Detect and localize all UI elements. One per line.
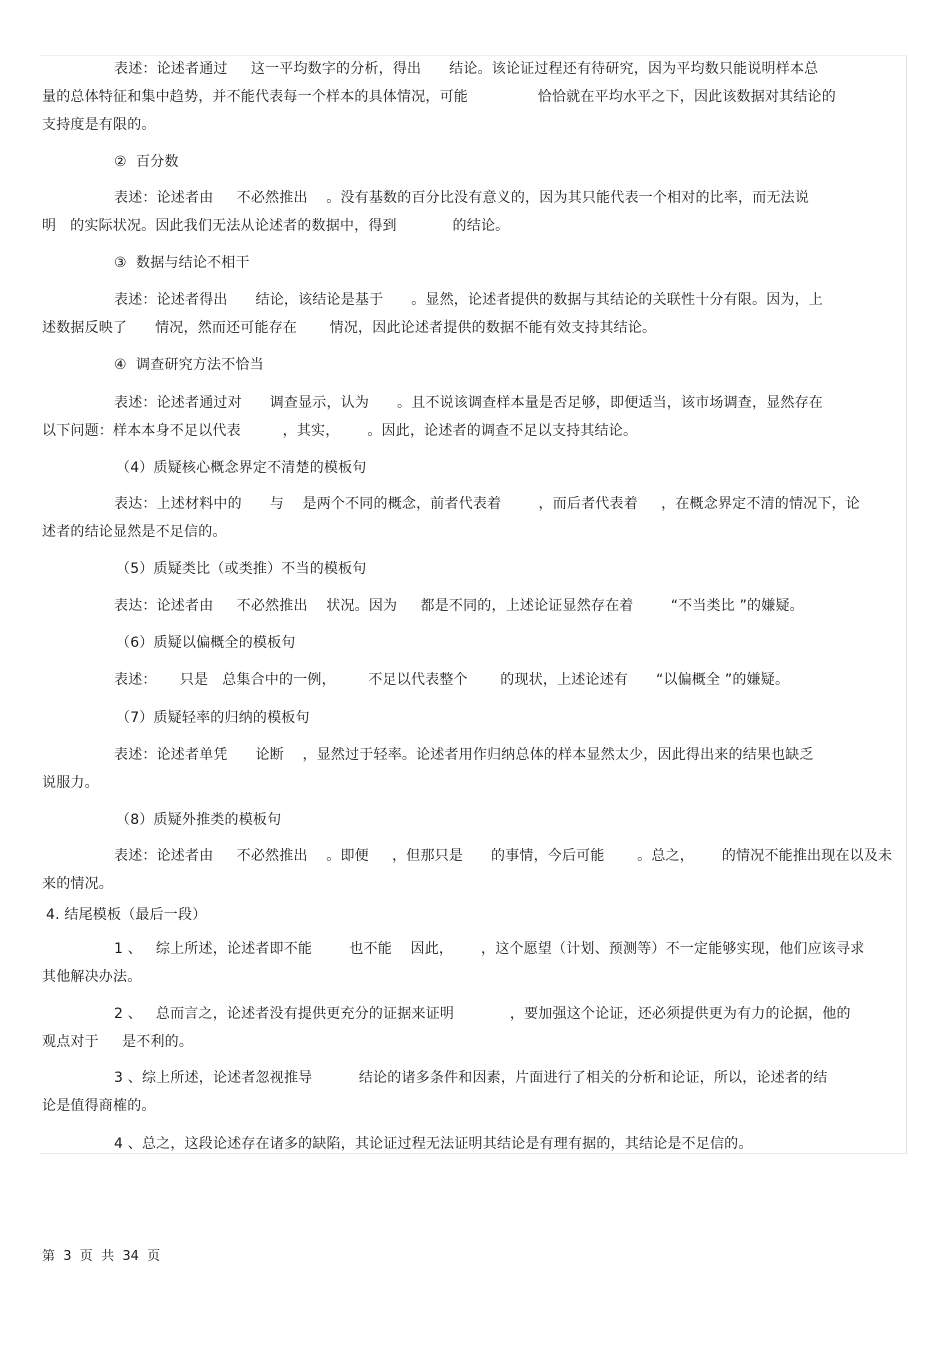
subheading: ④ 调查研究方法不恰当 xyxy=(114,357,264,373)
text-line: 明 的实际状况。因此我们无法从论述者的数据中，得到 的结论。 xyxy=(42,218,510,234)
text-line: 1 、 综上所述，论述者即不能 也不能 因此， ，这个愿望（计划、预测等）不一定能够实现，他们应该寻求 xyxy=(114,941,865,957)
text-line: 支持度是有限的。 xyxy=(42,117,156,133)
subheading: （4）质疑核心概念界定不清楚的模板句 xyxy=(116,460,367,476)
text-line: 以下问题：样本本身不足以代表 ，其实， 。因此，论述者的调查不足以支持其结论。 xyxy=(42,423,638,439)
text-line: 表达：论述者由 不必然推出 状况。因为 都是不同的，上述论证显然存在着 “不当类比 ”的嫌疑。 xyxy=(114,598,804,614)
text-line: 4 、总之，这段论述存在诸多的缺陷，其论证过程无法证明其结论是有理有据的，其结论是不足信的。 xyxy=(114,1136,753,1152)
text-line: 述者的结论显然是不足信的。 xyxy=(42,524,227,540)
section-heading: 4. 结尾模板（最后一段） xyxy=(46,907,207,923)
text-line: 表述：论述者单凭 论断 ，显然过于轻率。论述者用作归纳总体的样本显然太少，因此得出来的结果也缺乏 xyxy=(114,747,814,763)
text-line: 表述：论述者得出 结论，该结论是基于 。显然，论述者提供的数据与其结论的关联性十分有限。因为，上 xyxy=(114,292,823,308)
page-footer: 第 3 页 共 34 页 xyxy=(42,1249,161,1264)
text-line: 来的情况。 xyxy=(42,876,113,892)
text-line: 表述：论述者由 不必然推出 。即便 ，但那只是 的事情，今后可能 。总之， 的情况不能推出现在以及未 xyxy=(114,848,893,864)
text-line: 表述： 只是 总集合中的一例， 不足以代表整个 的现状，上述论述有 “以偏概全 ”的嫌疑。 xyxy=(114,672,790,688)
text-line: 其他解决办法。 xyxy=(42,969,142,985)
content-frame xyxy=(40,55,907,1154)
text-line: 量的总体特征和集中趋势，并不能代表每一个样本的具体情况，可能 恰恰就在平均水平之下，因此该数据对其结论的 xyxy=(42,89,836,105)
subheading: （8）质疑外推类的模板句 xyxy=(116,812,282,828)
subheading: ③ 数据与结论不相干 xyxy=(114,255,250,271)
subheading: （5）质疑类比（或类推）不当的模板句 xyxy=(116,561,367,577)
subheading: （7）质疑轻率的归纳的模板句 xyxy=(116,710,310,726)
text-line: 观点对于 是不利的。 xyxy=(42,1034,194,1050)
text-line: 表述：论述者由 不必然推出 。没有基数的百分比没有意义的，因为其只能代表一个相对的比率，而无法说 xyxy=(114,190,810,206)
subheading: （6）质疑以偏概全的模板句 xyxy=(116,635,296,651)
text-line: 表述：论述者通过 这一平均数字的分析，得出 结论。该论证过程还有待研究，因为平均数只能说明样本总 xyxy=(114,61,819,77)
text-line: 述数据反映了 情况，然而还可能存在 情况，因此论述者提供的数据不能有效支持其结论。 xyxy=(42,320,657,336)
text-line: 表述：论述者通过对 调查显示，认为 。且不说该调查样本量是否足够，即便适当，该市场调查，显然存在 xyxy=(114,395,823,411)
subheading: ② 百分数 xyxy=(114,154,179,170)
text-line: 说服力。 xyxy=(42,775,99,791)
text-line: 2 、 总而言之，论述者没有提供更充分的证据来证明 ，要加强这个论证，还必须提供更为有力的论据，他的 xyxy=(114,1006,851,1022)
text-line: 3 、综上所述，论述者忽视推导 结论的诸多条件和因素，片面进行了相关的分析和论证，所以，论述者的结 xyxy=(114,1070,828,1086)
text-line: 表达：上述材料中的 与 是两个不同的概念，前者代表着 ，而后者代表着 ，在概念界定不清的情况下，论 xyxy=(114,496,860,512)
text-line: 论是值得商榷的。 xyxy=(42,1098,156,1114)
